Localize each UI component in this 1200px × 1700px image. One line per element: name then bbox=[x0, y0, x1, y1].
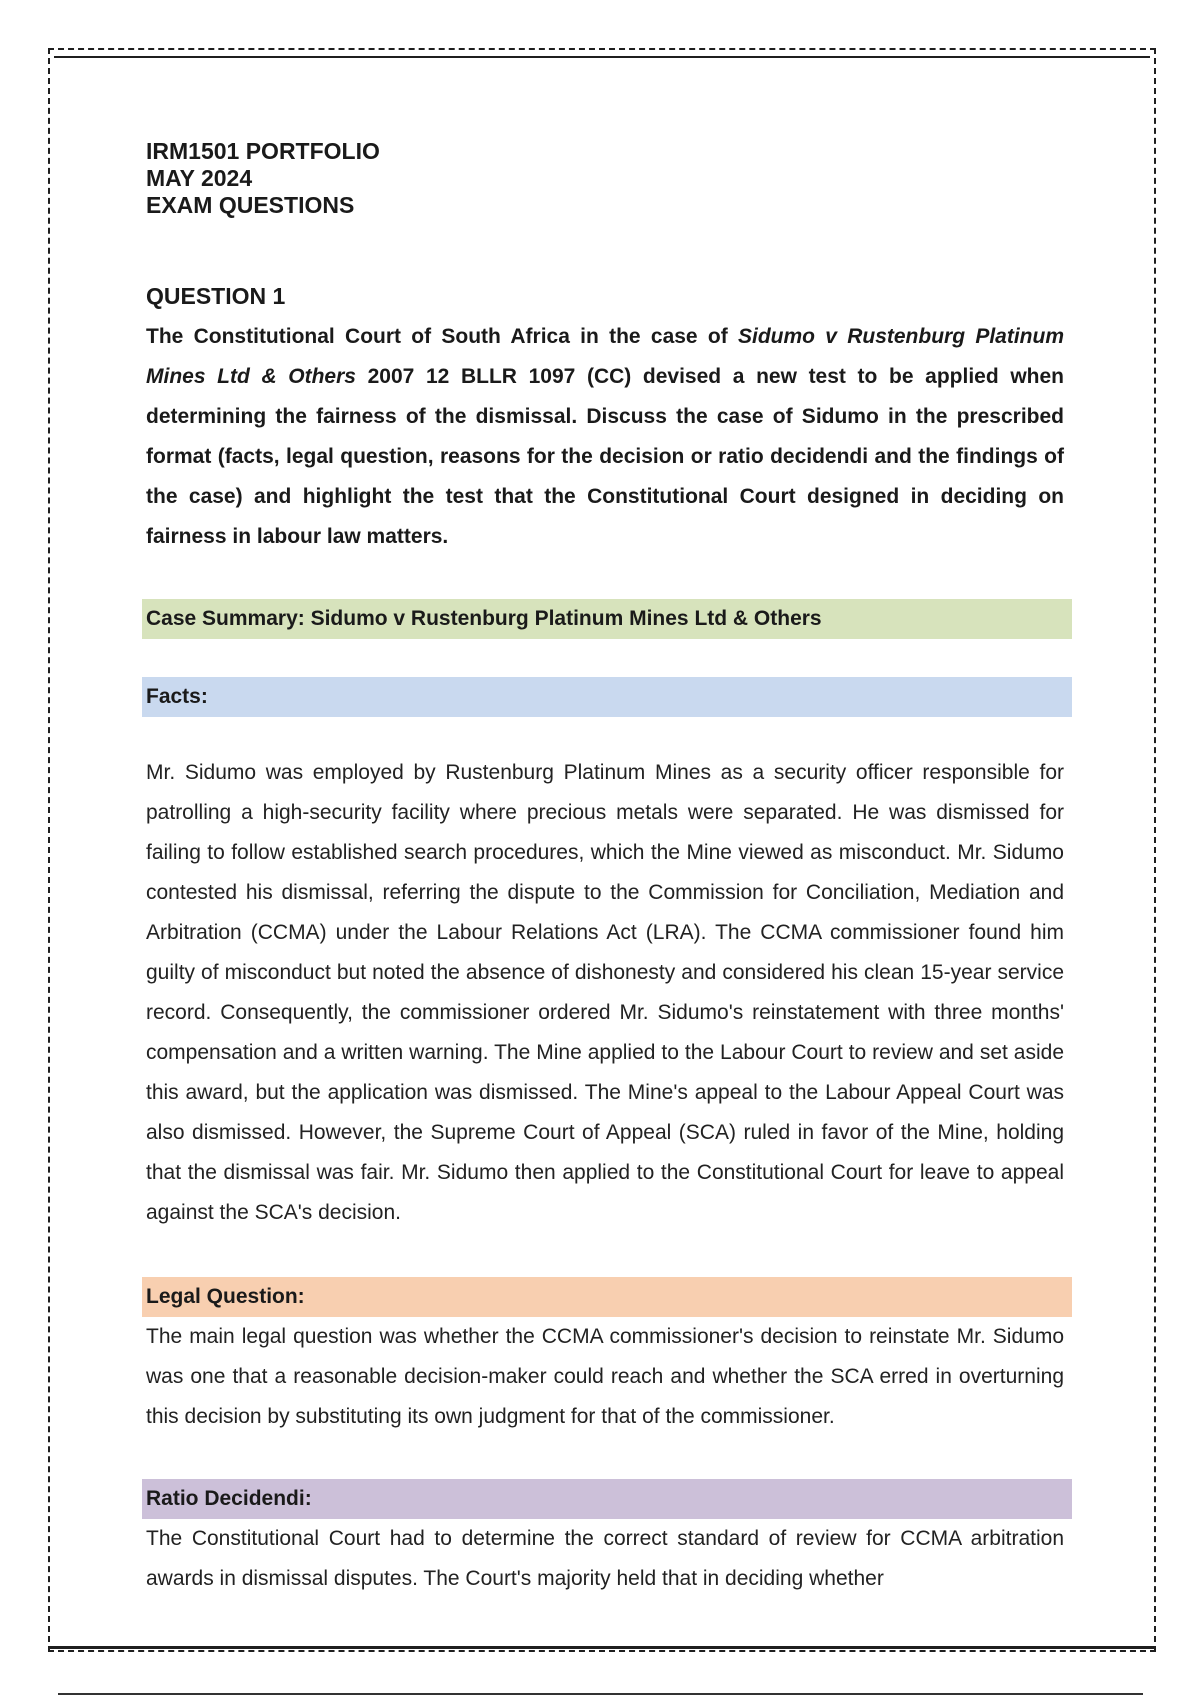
footer-rule bbox=[58, 1693, 1143, 1695]
legal-question-paragraph: The main legal question was whether the CCMA commissioner's decision to reinstate Mr. Sidumo was one that a reasonable decision-maker could reach and whether the SCA erred in overturning this decision by substituting its own judgment for that of the commissioner. bbox=[146, 1325, 1064, 1428]
doc-subtitle: EXAM QUESTIONS bbox=[146, 192, 355, 218]
case-name: Sidumo v Rustenburg Platinum Mines Ltd & Others bbox=[146, 325, 1064, 388]
doc-date: MAY 2024 bbox=[146, 165, 253, 191]
legal-question-heading: Legal Question: bbox=[142, 1277, 1072, 1317]
doc-title: IRM1501 PORTFOLIO bbox=[146, 138, 380, 164]
question-text: The Constitutional Court of South Africa in the case of Sidumo v Rustenburg Platinum Mines Ltd & Others 2007 12 BLLR 1097 (CC) devised a new test to be applied when determining the fairness of the dismissal. Discuss the case of Sidumo in the prescribed format (facts, legal question, reasons for the decision or ratio decidendi and the findings of the case) and highlight the test that the Constitutional Court designed in deciding on fairness in labour law matters. bbox=[146, 325, 1064, 548]
ratio-decidendi-paragraph: The Constitutional Court had to determine the correct standard of review for CCMA arbitration awards in dismissal disputes. The Court's majority held that in deciding whether bbox=[146, 1527, 1064, 1590]
question-heading: QUESTION 1 bbox=[146, 283, 286, 309]
case-summary-heading: Case Summary: Sidumo v Rustenburg Platinum Mines Ltd & Others bbox=[142, 599, 1072, 639]
page-top-rule bbox=[54, 56, 1150, 58]
ratio-decidendi-heading: Ratio Decidendi: bbox=[142, 1479, 1072, 1519]
facts-paragraph: Mr. Sidumo was employed by Rustenburg Platinum Mines as a security officer responsible for patrolling a high-security facility where precious metals were separated. He was dismissed for failing to follow established search procedures, which the Mine viewed as misconduct. Mr. Sidumo contested his dismissal, referring the dispute to the Commission for Conciliation, Mediation and Arbitration (CCMA) under the Labour Relations Act (LRA). The CCMA commissioner found him guilty of misconduct but noted the absence of dishonesty and considered his clean 15-year service record. Consequently, the commissioner ordered Mr. Sidumo's reinstatement with three months' compensation and a written warning. The Mine applied to the Labour Court to review and set aside this award, but the application was dismissed. The Mine's appeal to the Labour Appeal Court was also dismissed. However, the Supreme Court of Appeal (SCA) ruled in favor of the Mine, holding that the dismissal was fair. Mr. Sidumo then applied to the Constitutional Court for leave to appeal against the SCA's decision. bbox=[146, 761, 1064, 1224]
page-bottom-rule bbox=[50, 1646, 1154, 1649]
facts-heading: Facts: bbox=[142, 677, 1072, 717]
document-content bbox=[146, 138, 1064, 1599]
